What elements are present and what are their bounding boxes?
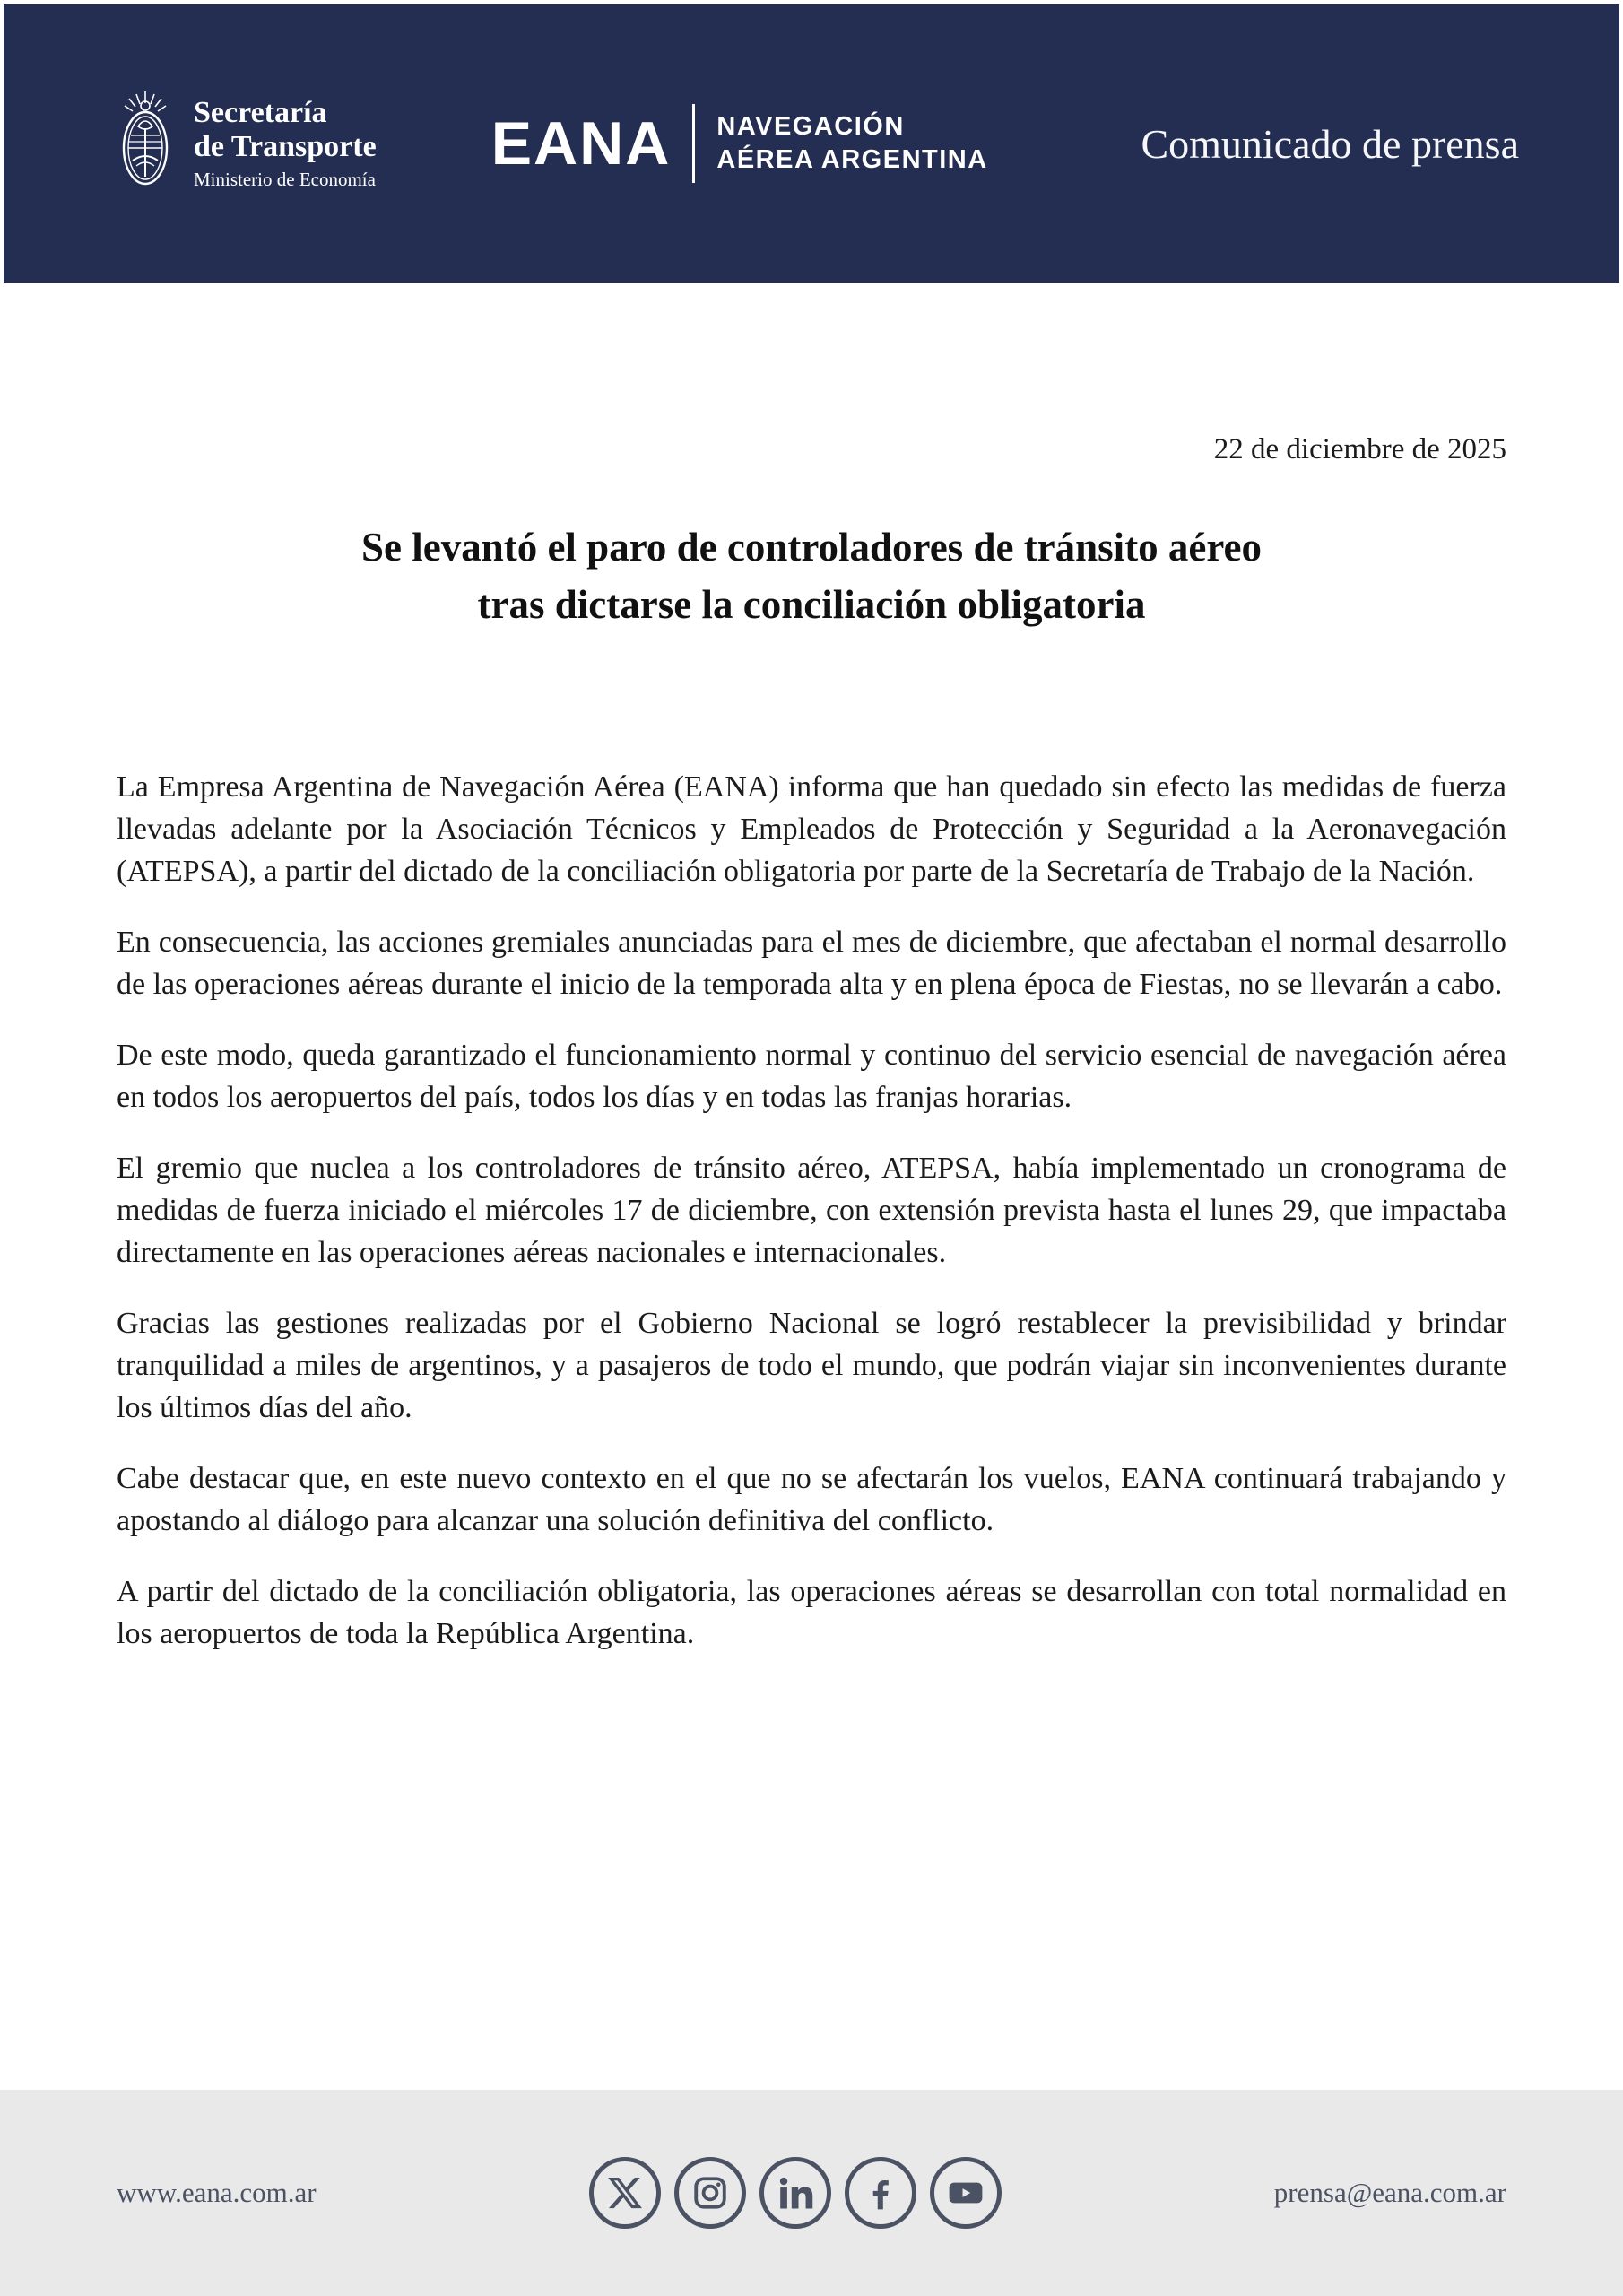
document-date: 22 de diciembre de 2025 xyxy=(1213,433,1506,465)
org-ministry: Ministerio de Economía xyxy=(194,169,376,190)
secretaria-transporte-text xyxy=(194,96,377,191)
body-paragraph: En consecuencia, las acciones gremiales anunciadas para el mes de diciembre, que afectaban el normal desarrollo de las operaciones aéreas durante el inicio de la temporada alta y en plena época de Fiestas, no se llevarán a cabo. xyxy=(117,926,1506,1001)
argentina-coat-of-arms-icon xyxy=(117,91,174,196)
eana-tagline-line1: NAVEGACIÓN xyxy=(716,112,905,141)
document-title-line1: Se levantó el paro de controladores de tránsito aéreo xyxy=(360,525,1263,570)
doc-type-label: Comunicado de prensa xyxy=(1141,120,1519,167)
eana-tagline xyxy=(716,110,987,177)
eana-logo xyxy=(491,104,988,183)
body-paragraph: De este modo, queda garantizado el funcionamiento normal y continuo del servicio esencial de navegación aérea en todos los aeropuertos del país, todos los días y en todas las franjas horarias. xyxy=(117,1039,1506,1114)
eana-logo-divider xyxy=(692,104,695,183)
social-icons-row xyxy=(589,2157,1002,2229)
document-title-line2: tras dictarse la conciliación obligatoria xyxy=(477,582,1146,627)
footer-band xyxy=(0,2090,1623,2296)
footer-website-link[interactable]: www.eana.com.ar xyxy=(117,2177,317,2208)
body-paragraph: Gracias las gestiones realizadas por el Gobierno Nacional se logró restablecer la previsibilidad y brindar tranquilidad a miles de argentinos, y a pasajeros de todo el mundo, que podrán viajar sin inconvenientes durante los últimos días del año. xyxy=(117,1307,1506,1424)
eana-tagline-line2: AÉREA ARGENTINA xyxy=(716,145,988,174)
instagram-icon[interactable] xyxy=(674,2157,746,2229)
x-icon[interactable] xyxy=(589,2157,661,2229)
org-name-line1: Secretaría xyxy=(194,96,327,129)
org-name-line2: de Transporte xyxy=(194,130,377,163)
body-paragraph: A partir del dictado de la conciliación obligatoria, las operaciones aéreas se desarrollan con total normalidad en los aeropuertos de toda la República Argentina. xyxy=(117,1575,1506,1650)
document-paragraphs xyxy=(117,766,1506,1655)
body-paragraph: El gremio que nuclea a los controladores de tránsito aéreo, ATEPSA, había implementado un cronograma de medidas de fuerza iniciado el miércoles 17 de diciembre, con extensión prevista hasta el lunes 29, que impactaba directamente en las operaciones aéreas nacionales e internacionales. xyxy=(117,1152,1506,1269)
eana-wordmark: EANA xyxy=(490,109,672,178)
body-paragraph: La Empresa Argentina de Navegación Aérea (EANA) informa que han quedado sin efecto las medidas de fuerza llevadas adelante por la Asociación Técnicos y Empleados de Protección y Seguridad a la Aeronavegación (ATEPSA), a partir del dictado de la conciliación obligatoria por parte de la Secretaría de Trabajo de la Nación. xyxy=(117,770,1506,888)
footer-email-link[interactable]: prensa@eana.com.ar xyxy=(1273,2177,1506,2208)
document-body xyxy=(0,283,1623,1655)
facebook-icon[interactable] xyxy=(845,2157,916,2229)
linkedin-icon[interactable] xyxy=(759,2157,831,2229)
document-title xyxy=(117,518,1506,633)
secretaria-transporte-logo xyxy=(117,91,377,196)
header-band xyxy=(4,4,1619,283)
body-paragraph: Cabe destacar que, en este nuevo contexto en el que no se afectarán los vuelos, EANA continuará trabajando y apostando al diálogo para alcanzar una solución definitiva del conflicto. xyxy=(117,1462,1506,1537)
youtube-icon[interactable] xyxy=(930,2157,1002,2229)
